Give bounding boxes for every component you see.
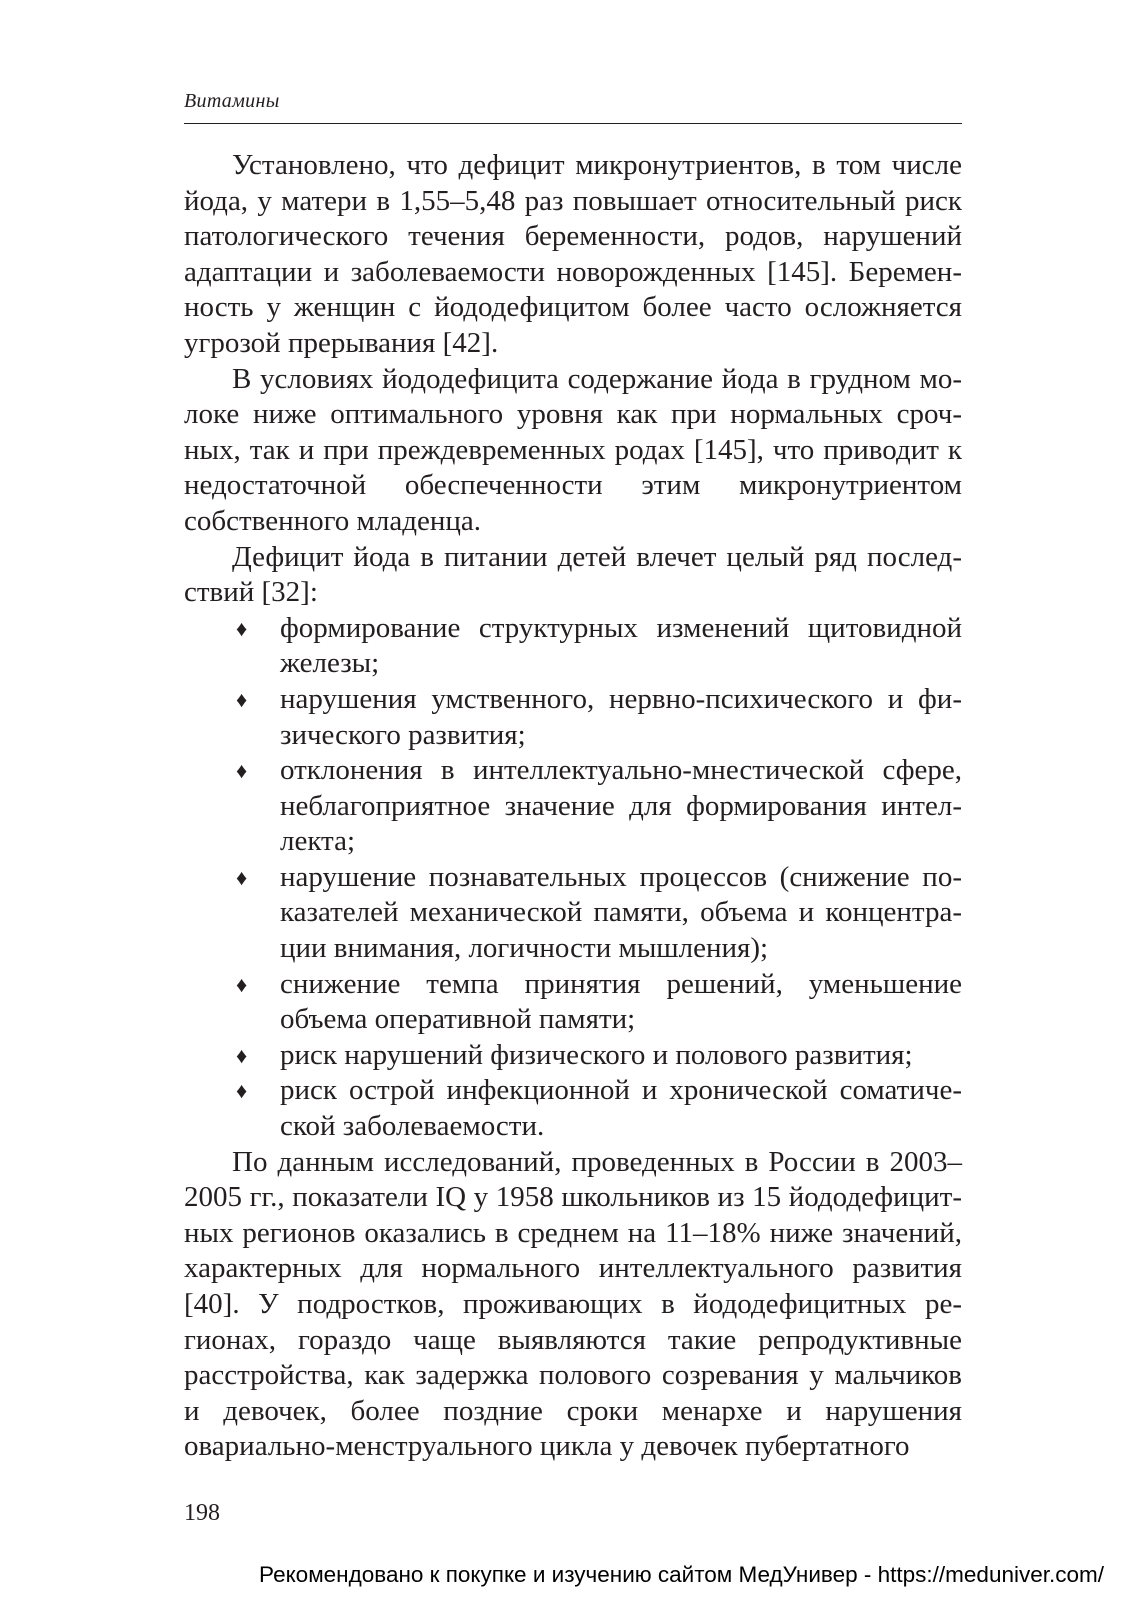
body-text [184,148,962,1465]
list-item-text: формирование структурных изменений щитовидной железы; [280,611,962,680]
diamond-bullet-icon: ♦ [236,864,248,890]
list-item [184,1038,962,1074]
list-item-text: риск острой инфекционной и хронической соматической заболеваемости. [280,1074,962,1143]
diamond-bullet-icon: ♦ [236,615,248,641]
list-item-text: снижение темпа принятия решений, уменьшение объема оперативной памяти; [280,967,962,1036]
list-item [184,860,962,967]
diamond-bullet-icon: ♦ [236,1042,248,1068]
list-item [184,682,962,753]
page-number: 198 [184,1500,220,1526]
list-item [184,611,962,682]
diamond-bullet-icon: ♦ [236,971,248,997]
list-item-text: риск нарушений физического и полового развития; [280,1038,913,1071]
header-rule [184,123,962,124]
list-item-text: нарушение познавательных процессов (снижение показателей механической памяти, объема и концентрации внимания, логичности мышления); [280,860,962,965]
diamond-bullet-icon: ♦ [236,1078,248,1104]
list-item-text: отклонения в интеллектуально-мнестической сфере, неблагоприятное значение для формирования интеллекта; [280,754,962,858]
running-head: Витамины [184,90,280,112]
diamond-bullet-icon: ♦ [236,686,248,712]
paragraph: Дефицит йода в питании детей влечет целый ряд последствий [32]: [184,540,962,609]
diamond-bullet-icon: ♦ [236,758,248,784]
list-item-text: нарушения умственного, нервно-психического и физического развития; [280,682,962,751]
watermark: Рекомендовано к покупке и изучению сайтом МедУнивер - https://meduniver.com/ [259,1562,1104,1587]
paragraph: В условиях йододефицита содержание йода в грудном молоке ниже оптимального уровня как при нормальных срочных, так и при преждевременных родах [145], что приводит к недостаточной обеспеченности этим микронутриентом собственного младенца. [184,362,962,537]
list-item [184,753,962,860]
paragraph: По данным исследований, проведенных в России в 2003–2005 гг., показатели IQ у 1958 школьников из 15 йододефицитных регионов оказались в среднем на 11–18% ниже значений, характерных для нормального интеллектуального развития [40]. У подростков, проживающих в йододефицитных регионах, гораздо чаще выявляются такие репродуктивные расстройства, как задержка полового созревания у мальчиков и девочек, более поздние сроки менархе и нарушения овариально-менструального цикла у девочек пубертатного [184,1145,962,1463]
list-item [184,967,962,1038]
consequences-list [184,611,962,1145]
list-item [184,1073,962,1144]
paragraph: Установлено, что дефицит микронутриентов, в том числе йода, у матери в 1,55–5,48 раз повышает относительный риск патологического течения беременности, родов, нарушений адаптации и заболеваемости новорожденных [145]. Беременность у женщин с йододефицитом более часто осложняется угрозой прерывания [42]. [184,149,962,359]
